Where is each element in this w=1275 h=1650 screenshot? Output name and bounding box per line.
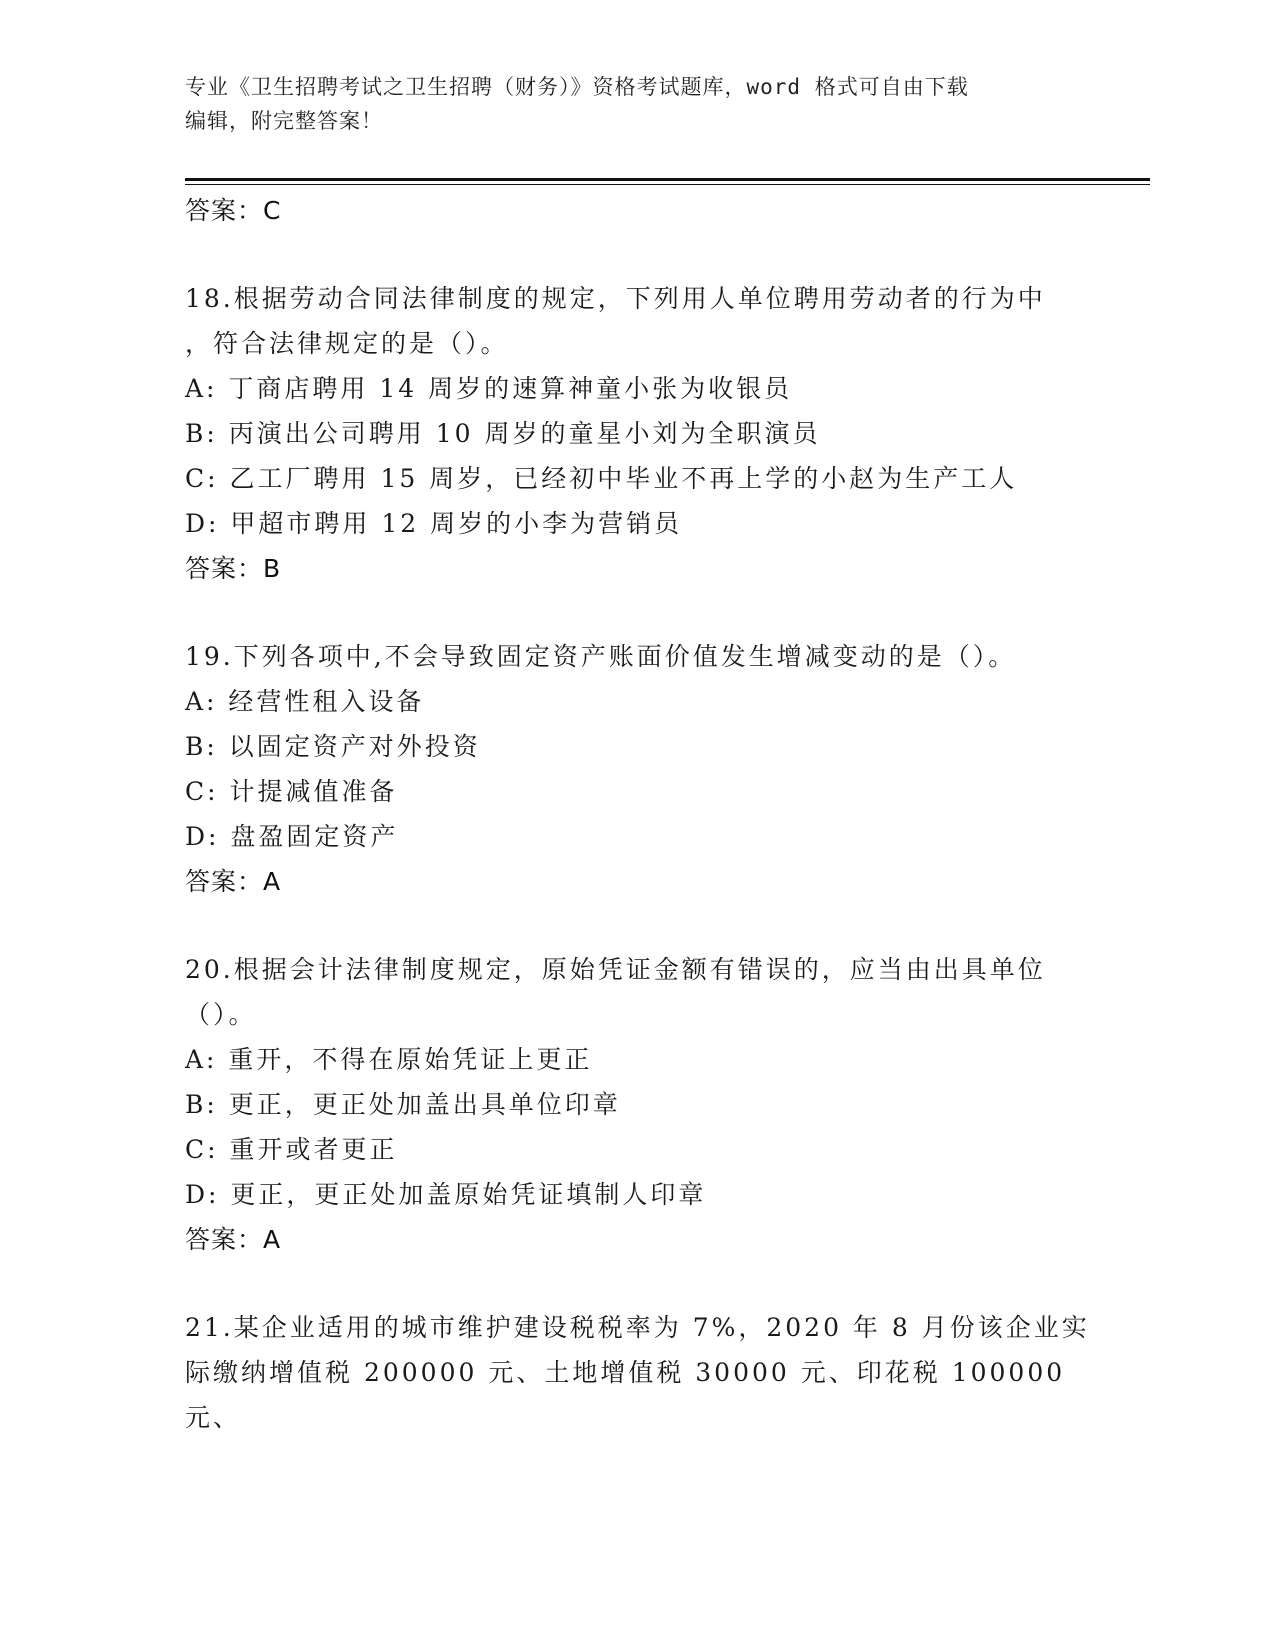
page-header (185, 70, 1085, 138)
question-stem-line: ，符合法律规定的是（）。 (185, 329, 509, 358)
header-line-1: 专业《卫生招聘考试之卫生招聘（财务）》资格考试题库，word 格式可自由下载 (185, 75, 969, 99)
header-line-2: 编辑，附完整答案！ (185, 109, 383, 133)
answer-20: 答案：A (185, 1225, 282, 1254)
spacer (185, 1262, 1105, 1305)
question-stem-line: 19.下列各项中,不会导致固定资产账面价值发生增减变动的是（）。 (185, 642, 1017, 671)
option-d: D: 盘盈固定资产 (185, 822, 399, 851)
question-20 (185, 947, 1105, 1262)
option-a: A: 经营性租入设备 (185, 687, 425, 716)
header-rule-thin (185, 184, 1150, 185)
option-c: C: 乙工厂聘用 15 周岁，已经初中毕业不再上学的小赵为生产工人 (185, 464, 1018, 493)
answer-18: 答案：B (185, 554, 282, 583)
answer-prev: 答案：C (185, 196, 282, 225)
header-rule-thick (185, 178, 1150, 181)
option-c: C: 计提减值准备 (185, 777, 398, 806)
question-19 (185, 634, 1105, 904)
question-stem-line: 18.根据劳动合同法律制度的规定，下列用人单位聘用劳动者的行为中 (185, 284, 1046, 313)
option-a: A: 丁商店聘用 14 周岁的速算神童小张为收银员 (185, 374, 793, 403)
option-d: D: 甲超市聘用 12 周岁的小李为营销员 (185, 509, 683, 538)
option-d: D: 更正，更正处加盖原始凭证填制人印章 (185, 1180, 707, 1209)
question-list (185, 188, 1105, 1440)
spacer (185, 233, 1105, 276)
option-c: C: 重开或者更正 (185, 1135, 398, 1164)
answer-19: 答案：A (185, 867, 282, 896)
question-21 (185, 1305, 1105, 1440)
option-a: A: 重开，不得在原始凭证上更正 (185, 1045, 593, 1074)
option-b: B: 丙演出公司聘用 10 周岁的童星小刘为全职演员 (185, 419, 821, 448)
spacer (185, 591, 1105, 634)
question-18 (185, 276, 1105, 591)
question-stem-line: （）。 (185, 1000, 257, 1029)
question-stem-line: 21.某企业适用的城市维护建设税税率为 7%，2020 年 8 月份该企业实 (185, 1313, 1090, 1342)
question-stem-line: 际缴纳增值税 200000 元、土地增值税 30000 元、印花税 100000 元、 (185, 1358, 1066, 1432)
question-stem-line: 20.根据会计法律制度规定，原始凭证金额有错误的，应当由出具单位 (185, 955, 1046, 984)
option-b: B: 更正，更正处加盖出具单位印章 (185, 1090, 621, 1119)
option-b: B: 以固定资产对外投资 (185, 732, 481, 761)
spacer (185, 904, 1105, 947)
